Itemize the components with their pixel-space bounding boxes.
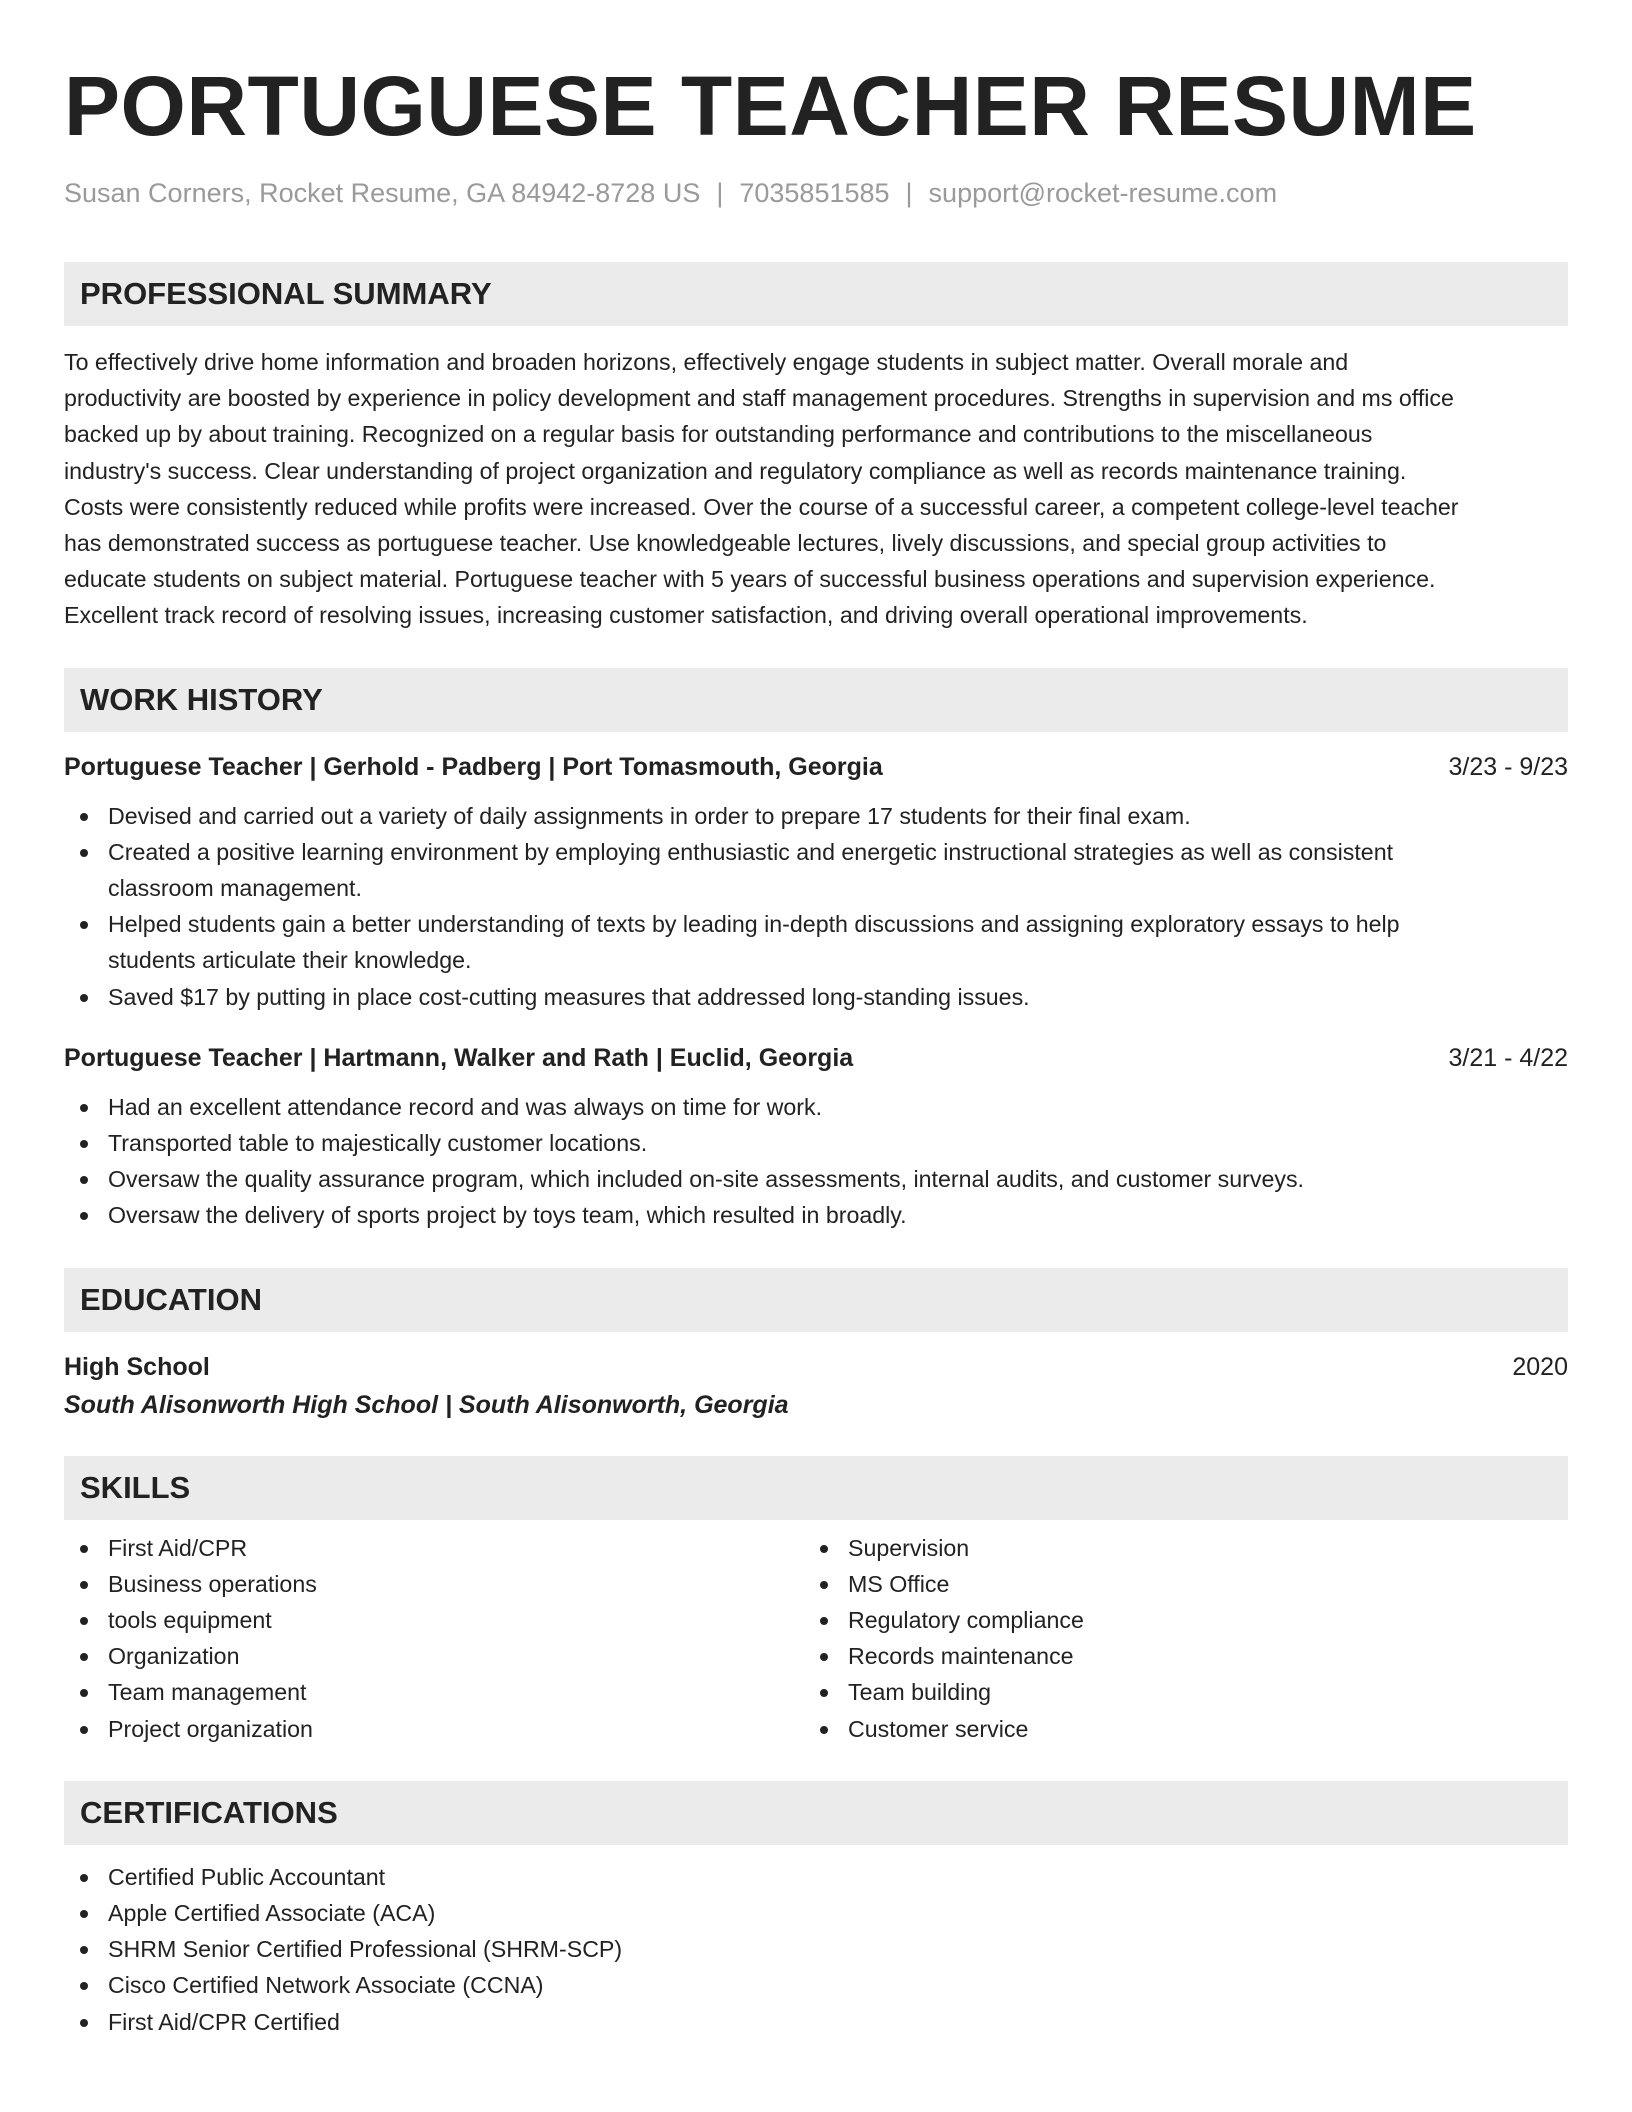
school-name: South Alisonworth High School | South Alisonworth, Georgia	[64, 1390, 789, 1419]
list-item: Project organization	[64, 1711, 804, 1747]
job-bullets	[64, 1089, 1568, 1234]
list-item: MS Office	[804, 1566, 1544, 1602]
job-title: Portuguese Teacher | Gerhold - Padberg | Port Tomasmouth, Georgia	[64, 752, 883, 781]
list-item	[64, 834, 1568, 906]
summary-line: industry's success. Clear understanding of project organization and regulatory compliance as well as records maintenance training.	[64, 457, 1407, 484]
summary-line: To effectively drive home information and broaden horizons, effectively engage students in subject matter. Overall morale and	[64, 349, 1349, 375]
summary-line: Costs were consistently reduced while profits were increased. Over the course of a successful career, a competent college-level teacher	[64, 493, 1459, 520]
summary-line: backed up by about training. Recognized on a regular basis for outstanding performance and contributions to the miscellaneous	[64, 421, 1373, 448]
list-item: Certified Public Accountant	[64, 1859, 1568, 1895]
job-header	[64, 750, 1568, 784]
degree: High School	[64, 1352, 210, 1381]
skills-columns	[64, 1530, 1568, 1747]
bullet-line: Saved $17 by putting in place cost-cutting measures that addressed long-standing issues.	[108, 983, 1030, 1010]
section-heading-work: WORK HISTORY	[64, 668, 1568, 732]
section-heading-education: EDUCATION	[64, 1268, 1568, 1332]
email-address[interactable]: support@rocket-resume.com	[928, 178, 1278, 208]
list-item: First Aid/CPR	[64, 1530, 804, 1566]
list-item	[64, 1089, 1568, 1125]
section-heading-summary: PROFESSIONAL SUMMARY	[64, 262, 1568, 326]
list-item: Records maintenance	[804, 1638, 1544, 1674]
list-item: First Aid/CPR Certified	[64, 2004, 1568, 2040]
address: Susan Corners, Rocket Resume, GA 84942-8728 US	[64, 178, 701, 208]
bullet-line: Oversaw the quality assurance program, which included on-site assessments, internal audits, and customer surveys.	[108, 1166, 1305, 1193]
list-item	[64, 1125, 1568, 1161]
list-item: Supervision	[804, 1530, 1544, 1566]
job-header	[64, 1041, 1568, 1075]
list-item	[64, 906, 1568, 978]
list-item	[64, 798, 1568, 834]
list-item: Apple Certified Associate (ACA)	[64, 1895, 1568, 1931]
list-item: Organization	[64, 1638, 804, 1674]
bullet-line: Oversaw the delivery of sports project by toys team, which resulted in broadly.	[108, 1202, 907, 1229]
graduation-year: 2020	[1512, 1352, 1568, 1381]
list-item: tools equipment	[64, 1602, 804, 1638]
education-header	[64, 1350, 1568, 1384]
bullet-line: Had an excellent attendance record and was always on time for work.	[108, 1093, 823, 1120]
job-dates: 3/21 - 4/22	[1448, 1043, 1568, 1072]
list-item: Regulatory compliance	[804, 1602, 1544, 1638]
summary-line: has demonstrated success as portuguese teacher. Use knowledgeable lectures, lively discussions, and special group activities to	[64, 530, 1387, 557]
contact-line	[64, 176, 1568, 210]
list-item: SHRM Senior Certified Professional (SHRM-SCP)	[64, 1931, 1568, 1967]
section-heading-certifications: CERTIFICATIONS	[64, 1781, 1568, 1845]
contact-separator: |	[716, 178, 724, 208]
bullet-line: Helped students gain a better understanding of texts by leading in-depth discussions and assigning exploratory essays to help	[108, 911, 1400, 938]
bullet-line: Devised and carried out a variety of daily assignments in order to prepare 17 students for their final exam.	[108, 802, 1191, 829]
list-item: Cisco Certified Network Associate (CCNA)	[64, 1967, 1568, 2003]
summary-line: educate students on subject material. Portuguese teacher with 5 years of successful business operations and supervision experience.	[64, 566, 1436, 593]
list-item	[64, 1161, 1568, 1197]
list-item: Team management	[64, 1674, 804, 1710]
certifications-list	[64, 1859, 1568, 2040]
contact-separator: |	[905, 178, 913, 208]
bullet-line: Created a positive learning environment by employing enthusiastic and energetic instructional strategies as well as consistent	[108, 838, 1394, 865]
bullet-line: students articulate their knowledge.	[108, 947, 472, 974]
list-item	[64, 1197, 1568, 1233]
summary-line: Excellent track record of resolving issues, increasing customer satisfaction, and driving overall operational improvements.	[64, 602, 1308, 629]
summary-text	[64, 344, 1568, 634]
summary-line: productivity are boosted by experience in policy development and staff management procedures. Strengths in supervision and ms office	[64, 385, 1454, 412]
resume-title: PORTUGUESE TEACHER RESUME	[64, 59, 1477, 153]
skills-list-right	[804, 1530, 1544, 1747]
phone-number: 7035851585	[739, 178, 890, 208]
job-dates: 3/23 - 9/23	[1448, 752, 1568, 781]
section-heading-skills: SKILLS	[64, 1456, 1568, 1520]
list-item: Team building	[804, 1674, 1544, 1710]
job-title: Portuguese Teacher | Hartmann, Walker and Rath | Euclid, Georgia	[64, 1043, 854, 1072]
bullet-line: Transported table to majestically customer locations.	[108, 1130, 648, 1157]
skills-list-left	[64, 1530, 804, 1747]
bullet-line: classroom management.	[108, 875, 362, 902]
list-item	[64, 979, 1568, 1015]
list-item: Business operations	[64, 1566, 804, 1602]
list-item: Customer service	[804, 1711, 1544, 1747]
job-bullets	[64, 798, 1568, 1015]
